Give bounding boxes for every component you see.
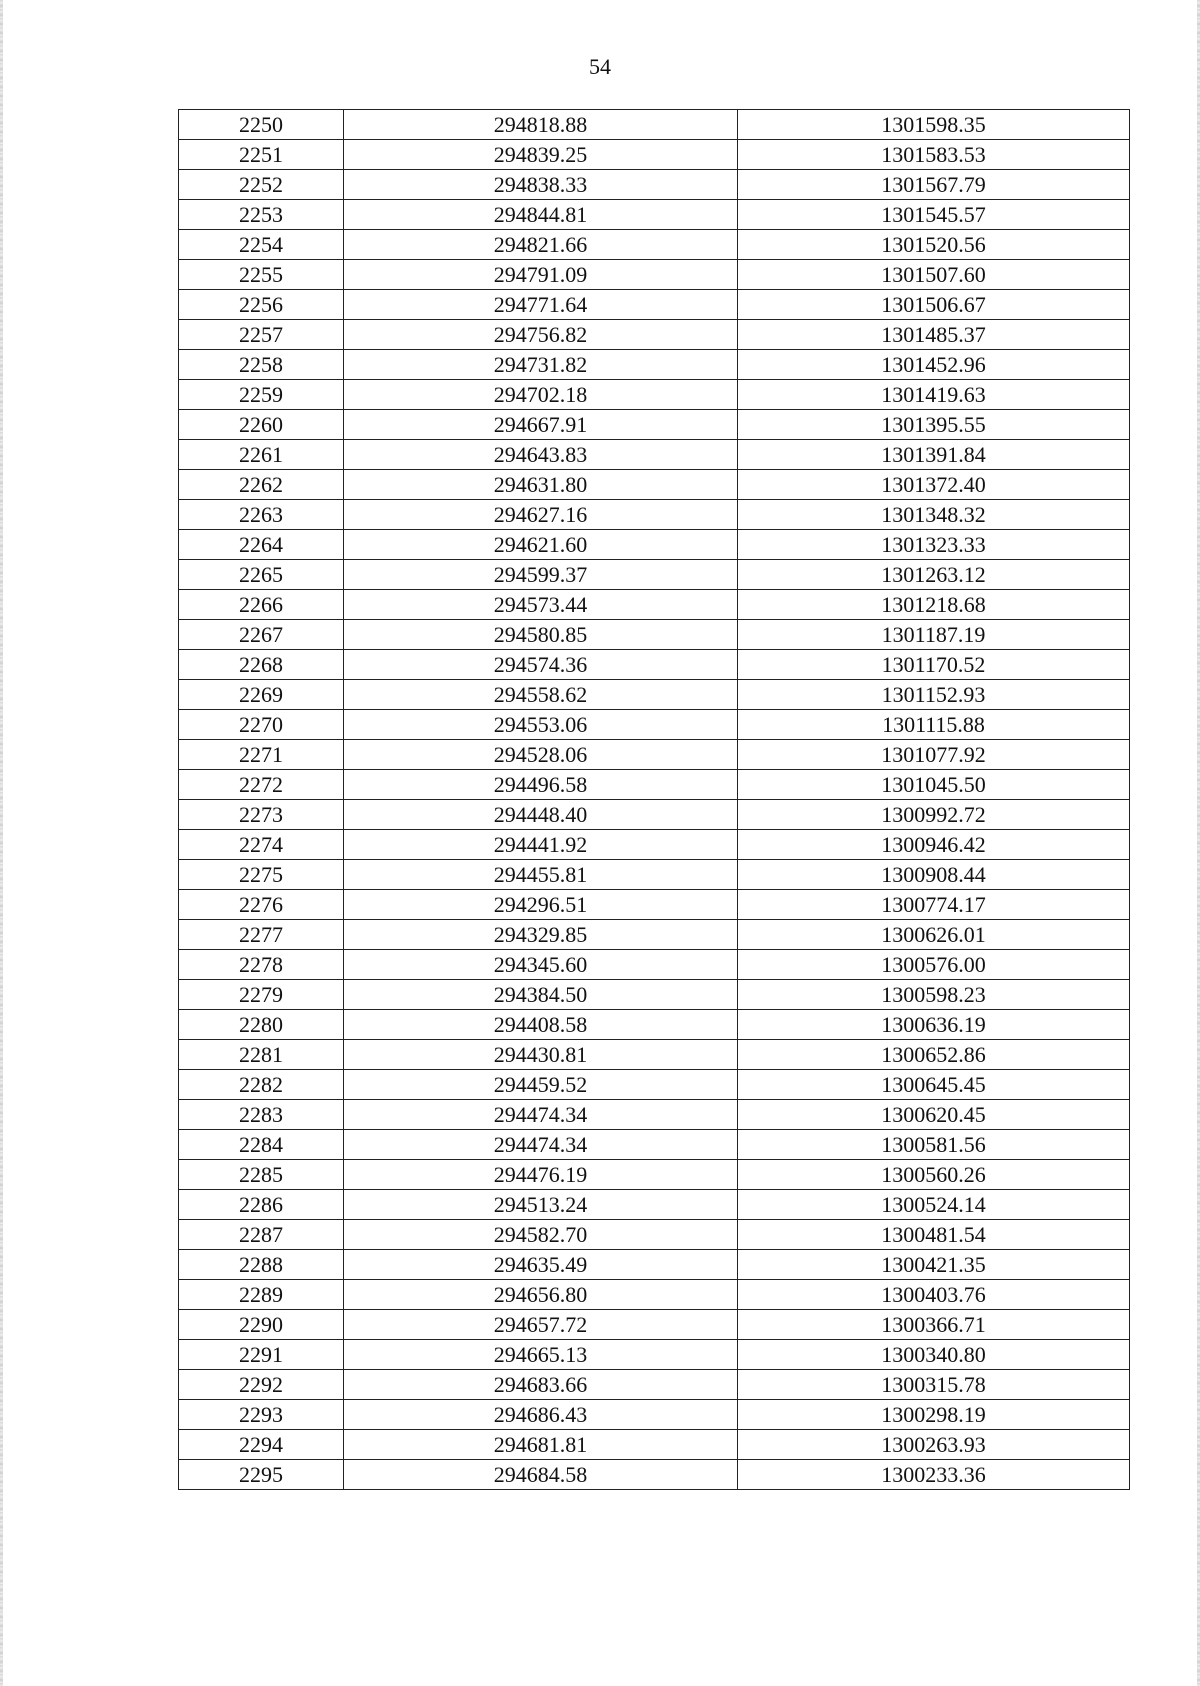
point-number-cell: 2255 bbox=[179, 260, 344, 290]
x-coordinate-cell: 294582.70 bbox=[344, 1220, 738, 1250]
y-coordinate-cell: 1300524.14 bbox=[738, 1190, 1130, 1220]
table-row bbox=[179, 1430, 1130, 1460]
point-number-cell: 2268 bbox=[179, 650, 344, 680]
x-coordinate-cell: 294631.80 bbox=[344, 470, 738, 500]
y-coordinate-cell: 1301218.68 bbox=[738, 590, 1130, 620]
y-coordinate-cell: 1301115.88 bbox=[738, 710, 1130, 740]
point-number-cell: 2252 bbox=[179, 170, 344, 200]
point-number-cell: 2257 bbox=[179, 320, 344, 350]
y-coordinate-cell: 1300620.45 bbox=[738, 1100, 1130, 1130]
point-number-cell: 2262 bbox=[179, 470, 344, 500]
point-number-cell: 2258 bbox=[179, 350, 344, 380]
table-row bbox=[179, 740, 1130, 770]
x-coordinate-cell: 294384.50 bbox=[344, 980, 738, 1010]
point-number-cell: 2278 bbox=[179, 950, 344, 980]
y-coordinate-cell: 1301520.56 bbox=[738, 230, 1130, 260]
y-coordinate-cell: 1301583.53 bbox=[738, 140, 1130, 170]
x-coordinate-cell: 294573.44 bbox=[344, 590, 738, 620]
y-coordinate-cell: 1301598.35 bbox=[738, 110, 1130, 140]
point-number-cell: 2281 bbox=[179, 1040, 344, 1070]
table-row bbox=[179, 620, 1130, 650]
x-coordinate-cell: 294791.09 bbox=[344, 260, 738, 290]
x-coordinate-cell: 294599.37 bbox=[344, 560, 738, 590]
x-coordinate-cell: 294448.40 bbox=[344, 800, 738, 830]
point-number-cell: 2275 bbox=[179, 860, 344, 890]
table-row bbox=[179, 1250, 1130, 1280]
y-coordinate-cell: 1301507.60 bbox=[738, 260, 1130, 290]
y-coordinate-cell: 1300403.76 bbox=[738, 1280, 1130, 1310]
point-number-cell: 2282 bbox=[179, 1070, 344, 1100]
x-coordinate-cell: 294839.25 bbox=[344, 140, 738, 170]
point-number-cell: 2288 bbox=[179, 1250, 344, 1280]
point-number-cell: 2250 bbox=[179, 110, 344, 140]
x-coordinate-cell: 294731.82 bbox=[344, 350, 738, 380]
y-coordinate-cell: 1300481.54 bbox=[738, 1220, 1130, 1250]
x-coordinate-cell: 294459.52 bbox=[344, 1070, 738, 1100]
table-row bbox=[179, 470, 1130, 500]
point-number-cell: 2292 bbox=[179, 1370, 344, 1400]
table-row bbox=[179, 110, 1130, 140]
y-coordinate-cell: 1300315.78 bbox=[738, 1370, 1130, 1400]
y-coordinate-cell: 1300908.44 bbox=[738, 860, 1130, 890]
table-row bbox=[179, 1040, 1130, 1070]
point-number-cell: 2294 bbox=[179, 1430, 344, 1460]
y-coordinate-cell: 1301452.96 bbox=[738, 350, 1130, 380]
x-coordinate-cell: 294553.06 bbox=[344, 710, 738, 740]
point-number-cell: 2265 bbox=[179, 560, 344, 590]
y-coordinate-cell: 1301395.55 bbox=[738, 410, 1130, 440]
x-coordinate-cell: 294296.51 bbox=[344, 890, 738, 920]
table-row bbox=[179, 1280, 1130, 1310]
point-number-cell: 2260 bbox=[179, 410, 344, 440]
table-row bbox=[179, 560, 1130, 590]
x-coordinate-cell: 294771.64 bbox=[344, 290, 738, 320]
y-coordinate-cell: 1301170.52 bbox=[738, 650, 1130, 680]
x-coordinate-cell: 294656.80 bbox=[344, 1280, 738, 1310]
table-row bbox=[179, 1370, 1130, 1400]
x-coordinate-cell: 294528.06 bbox=[344, 740, 738, 770]
x-coordinate-cell: 294821.66 bbox=[344, 230, 738, 260]
table-row bbox=[179, 1460, 1130, 1490]
point-number-cell: 2254 bbox=[179, 230, 344, 260]
point-number-cell: 2286 bbox=[179, 1190, 344, 1220]
point-number-cell: 2293 bbox=[179, 1400, 344, 1430]
y-coordinate-cell: 1301323.33 bbox=[738, 530, 1130, 560]
point-number-cell: 2251 bbox=[179, 140, 344, 170]
table-row bbox=[179, 680, 1130, 710]
table-row bbox=[179, 920, 1130, 950]
table-row bbox=[179, 980, 1130, 1010]
x-coordinate-cell: 294844.81 bbox=[344, 200, 738, 230]
scan-edge-left bbox=[0, 0, 3, 1686]
point-number-cell: 2264 bbox=[179, 530, 344, 560]
point-number-cell: 2271 bbox=[179, 740, 344, 770]
x-coordinate-cell: 294818.88 bbox=[344, 110, 738, 140]
x-coordinate-cell: 294408.58 bbox=[344, 1010, 738, 1040]
table-row bbox=[179, 1130, 1130, 1160]
point-number-cell: 2276 bbox=[179, 890, 344, 920]
table-row bbox=[179, 890, 1130, 920]
table-row bbox=[179, 1190, 1130, 1220]
table-row bbox=[179, 260, 1130, 290]
table-row bbox=[179, 950, 1130, 980]
table-row bbox=[179, 350, 1130, 380]
coordinate-table-body bbox=[179, 110, 1130, 1490]
table-row bbox=[179, 320, 1130, 350]
y-coordinate-cell: 1300263.93 bbox=[738, 1430, 1130, 1460]
table-row bbox=[179, 1340, 1130, 1370]
y-coordinate-cell: 1300992.72 bbox=[738, 800, 1130, 830]
x-coordinate-cell: 294574.36 bbox=[344, 650, 738, 680]
table-row bbox=[179, 170, 1130, 200]
y-coordinate-cell: 1300626.01 bbox=[738, 920, 1130, 950]
table-row bbox=[179, 1310, 1130, 1340]
y-coordinate-cell: 1301045.50 bbox=[738, 770, 1130, 800]
table-row bbox=[179, 290, 1130, 320]
table-row bbox=[179, 440, 1130, 470]
x-coordinate-cell: 294657.72 bbox=[344, 1310, 738, 1340]
table-row bbox=[179, 530, 1130, 560]
point-number-cell: 2263 bbox=[179, 500, 344, 530]
x-coordinate-cell: 294558.62 bbox=[344, 680, 738, 710]
point-number-cell: 2289 bbox=[179, 1280, 344, 1310]
table-row bbox=[179, 500, 1130, 530]
y-coordinate-cell: 1300560.26 bbox=[738, 1160, 1130, 1190]
y-coordinate-cell: 1301485.37 bbox=[738, 320, 1130, 350]
x-coordinate-cell: 294635.49 bbox=[344, 1250, 738, 1280]
x-coordinate-cell: 294496.58 bbox=[344, 770, 738, 800]
point-number-cell: 2266 bbox=[179, 590, 344, 620]
y-coordinate-cell: 1300233.36 bbox=[738, 1460, 1130, 1490]
y-coordinate-cell: 1301152.93 bbox=[738, 680, 1130, 710]
y-coordinate-cell: 1301419.63 bbox=[738, 380, 1130, 410]
point-number-cell: 2280 bbox=[179, 1010, 344, 1040]
y-coordinate-cell: 1300636.19 bbox=[738, 1010, 1130, 1040]
table-row bbox=[179, 1400, 1130, 1430]
y-coordinate-cell: 1300366.71 bbox=[738, 1310, 1130, 1340]
x-coordinate-cell: 294684.58 bbox=[344, 1460, 738, 1490]
x-coordinate-cell: 294686.43 bbox=[344, 1400, 738, 1430]
point-number-cell: 2273 bbox=[179, 800, 344, 830]
point-number-cell: 2274 bbox=[179, 830, 344, 860]
point-number-cell: 2270 bbox=[179, 710, 344, 740]
table-row bbox=[179, 710, 1130, 740]
y-coordinate-cell: 1301567.79 bbox=[738, 170, 1130, 200]
x-coordinate-cell: 294643.83 bbox=[344, 440, 738, 470]
y-coordinate-cell: 1301263.12 bbox=[738, 560, 1130, 590]
table-row bbox=[179, 650, 1130, 680]
table-row bbox=[179, 140, 1130, 170]
y-coordinate-cell: 1301187.19 bbox=[738, 620, 1130, 650]
point-number-cell: 2259 bbox=[179, 380, 344, 410]
x-coordinate-cell: 294683.66 bbox=[344, 1370, 738, 1400]
point-number-cell: 2285 bbox=[179, 1160, 344, 1190]
y-coordinate-cell: 1300576.00 bbox=[738, 950, 1130, 980]
point-number-cell: 2295 bbox=[179, 1460, 344, 1490]
y-coordinate-cell: 1300298.19 bbox=[738, 1400, 1130, 1430]
point-number-cell: 2277 bbox=[179, 920, 344, 950]
y-coordinate-cell: 1301506.67 bbox=[738, 290, 1130, 320]
x-coordinate-cell: 294838.33 bbox=[344, 170, 738, 200]
table-row bbox=[179, 1010, 1130, 1040]
x-coordinate-cell: 294702.18 bbox=[344, 380, 738, 410]
table-row bbox=[179, 860, 1130, 890]
x-coordinate-cell: 294513.24 bbox=[344, 1190, 738, 1220]
y-coordinate-cell: 1301391.84 bbox=[738, 440, 1130, 470]
table-row bbox=[179, 230, 1130, 260]
point-number-cell: 2283 bbox=[179, 1100, 344, 1130]
point-number-cell: 2269 bbox=[179, 680, 344, 710]
y-coordinate-cell: 1300946.42 bbox=[738, 830, 1130, 860]
y-coordinate-cell: 1300581.56 bbox=[738, 1130, 1130, 1160]
x-coordinate-cell: 294430.81 bbox=[344, 1040, 738, 1070]
table-row bbox=[179, 1220, 1130, 1250]
x-coordinate-cell: 294756.82 bbox=[344, 320, 738, 350]
x-coordinate-cell: 294665.13 bbox=[344, 1340, 738, 1370]
y-coordinate-cell: 1300652.86 bbox=[738, 1040, 1130, 1070]
y-coordinate-cell: 1301372.40 bbox=[738, 470, 1130, 500]
y-coordinate-cell: 1300645.45 bbox=[738, 1070, 1130, 1100]
table-row bbox=[179, 830, 1130, 860]
x-coordinate-cell: 294455.81 bbox=[344, 860, 738, 890]
y-coordinate-cell: 1301348.32 bbox=[738, 500, 1130, 530]
table-row bbox=[179, 410, 1130, 440]
point-number-cell: 2256 bbox=[179, 290, 344, 320]
point-number-cell: 2267 bbox=[179, 620, 344, 650]
page-number: 54 bbox=[589, 54, 611, 79]
table-row bbox=[179, 770, 1130, 800]
table-row bbox=[179, 800, 1130, 830]
point-number-cell: 2272 bbox=[179, 770, 344, 800]
coordinate-table bbox=[178, 109, 1130, 1490]
table-row bbox=[179, 1160, 1130, 1190]
y-coordinate-cell: 1300774.17 bbox=[738, 890, 1130, 920]
table-row bbox=[179, 590, 1130, 620]
point-number-cell: 2253 bbox=[179, 200, 344, 230]
y-coordinate-cell: 1301077.92 bbox=[738, 740, 1130, 770]
point-number-cell: 2284 bbox=[179, 1130, 344, 1160]
y-coordinate-cell: 1301545.57 bbox=[738, 200, 1130, 230]
point-number-cell: 2291 bbox=[179, 1340, 344, 1370]
point-number-cell: 2290 bbox=[179, 1310, 344, 1340]
x-coordinate-cell: 294580.85 bbox=[344, 620, 738, 650]
x-coordinate-cell: 294441.92 bbox=[344, 830, 738, 860]
x-coordinate-cell: 294621.60 bbox=[344, 530, 738, 560]
y-coordinate-cell: 1300340.80 bbox=[738, 1340, 1130, 1370]
y-coordinate-cell: 1300421.35 bbox=[738, 1250, 1130, 1280]
point-number-cell: 2287 bbox=[179, 1220, 344, 1250]
table-row bbox=[179, 1070, 1130, 1100]
x-coordinate-cell: 294474.34 bbox=[344, 1130, 738, 1160]
x-coordinate-cell: 294476.19 bbox=[344, 1160, 738, 1190]
x-coordinate-cell: 294681.81 bbox=[344, 1430, 738, 1460]
x-coordinate-cell: 294345.60 bbox=[344, 950, 738, 980]
table-row bbox=[179, 380, 1130, 410]
point-number-cell: 2279 bbox=[179, 980, 344, 1010]
table-row bbox=[179, 200, 1130, 230]
y-coordinate-cell: 1300598.23 bbox=[738, 980, 1130, 1010]
x-coordinate-cell: 294329.85 bbox=[344, 920, 738, 950]
x-coordinate-cell: 294667.91 bbox=[344, 410, 738, 440]
x-coordinate-cell: 294627.16 bbox=[344, 500, 738, 530]
point-number-cell: 2261 bbox=[179, 440, 344, 470]
x-coordinate-cell: 294474.34 bbox=[344, 1100, 738, 1130]
table-row bbox=[179, 1100, 1130, 1130]
